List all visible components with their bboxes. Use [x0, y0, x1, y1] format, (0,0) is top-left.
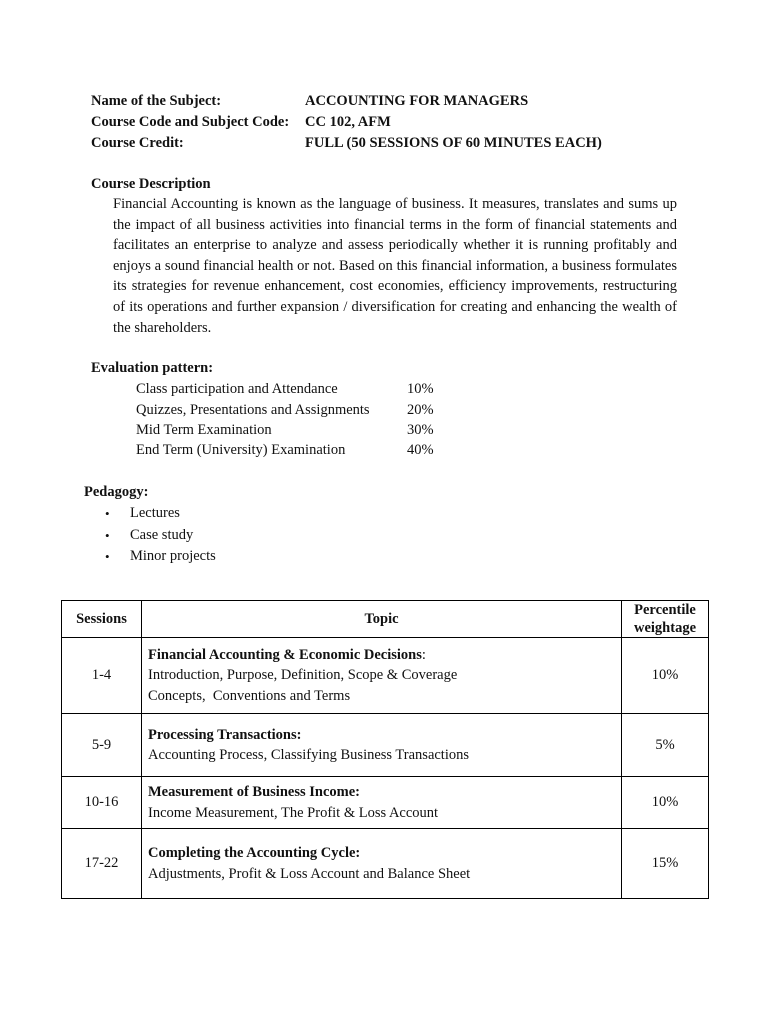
session-range: 17-22 — [62, 829, 142, 899]
topic-detail: Adjustments, Profit & Loss Account and Balance Sheet — [148, 865, 471, 882]
pedagogy-heading: Pedagogy: — [84, 484, 149, 500]
evaluation-item-name: Mid Term Examination — [136, 422, 272, 438]
topic-detail: Concepts, Conventions and Terms — [148, 687, 351, 704]
weightage-header-line: weightage — [633, 620, 696, 636]
table-row — [62, 638, 709, 714]
evaluation-heading: Evaluation pattern: — [91, 360, 214, 376]
table-header-row — [62, 601, 709, 638]
evaluation-item-name: Class participation and Attendance — [136, 381, 338, 397]
evaluation-item-weight: 20% — [407, 402, 434, 418]
session-range: 10-16 — [62, 777, 142, 829]
topic-title: Measurement of Business Income: — [148, 784, 360, 800]
course-description-heading: Course Description — [91, 176, 211, 192]
bullet-icon: • — [105, 506, 110, 521]
evaluation-item-name: Quizzes, Presentations and Assignments — [136, 402, 370, 418]
topic-detail: Income Measurement, The Profit & Loss Account — [148, 804, 439, 821]
weightage-value: 5% — [622, 714, 709, 777]
sessions-table — [61, 600, 709, 899]
evaluation-item-name: End Term (University) Examination — [136, 442, 346, 458]
pedagogy-item-label: Lectures — [130, 505, 180, 521]
evaluation-item-weight: 30% — [407, 422, 434, 438]
weightage-value: 10% — [622, 777, 709, 829]
topic-detail: Introduction, Purpose, Definition, Scope & Coverage — [148, 667, 458, 684]
session-range: 1-4 — [62, 638, 142, 714]
course-credit-label: Course Credit: — [91, 135, 184, 151]
evaluation-item-weight: 10% — [407, 381, 434, 397]
subject-label: Name of the Subject: — [91, 93, 222, 109]
bullet-icon: • — [105, 528, 110, 543]
evaluation-item-weight: 40% — [407, 442, 434, 458]
topic-cell — [142, 777, 622, 829]
weightage-value: 10% — [622, 638, 709, 714]
topic-cell — [142, 829, 622, 899]
topic-title-line — [148, 645, 621, 666]
table-row — [62, 777, 709, 829]
weightage-value: 15% — [622, 829, 709, 899]
topic-detail: Accounting Process, Classifying Business Transactions — [148, 747, 470, 763]
topic-title: Processing Transactions: — [148, 726, 302, 743]
pedagogy-item-label: Minor projects — [130, 548, 216, 564]
table-row — [62, 714, 709, 777]
weightage-header-line: Percentile — [634, 602, 696, 618]
topic-title-suffix: : — [421, 646, 426, 663]
bullet-icon: • — [105, 549, 110, 564]
pedagogy-item-label: Case study — [130, 527, 194, 543]
weightage-column-header — [622, 601, 709, 638]
course-code-value: CC 102, AFM — [305, 114, 391, 130]
topic-title: Completing the Accounting Cycle: — [148, 845, 361, 861]
topic-cell — [142, 638, 622, 714]
session-range: 5-9 — [62, 714, 142, 777]
sessions-column-header: Sessions — [62, 601, 142, 638]
table-row — [62, 829, 709, 899]
course-credit-value: FULL (50 SESSIONS OF 60 MINUTES EACH) — [305, 135, 602, 151]
subject-value: ACCOUNTING FOR MANAGERS — [305, 93, 529, 109]
topic-column-header: Topic — [142, 601, 622, 638]
topic-cell — [142, 714, 622, 777]
course-code-label: Course Code and Subject Code: — [91, 114, 290, 130]
topic-title: Financial Accounting & Economic Decisions — [148, 646, 422, 663]
course-description-text: Financial Accounting is known as the language of business. It measures, translates and sums up the impact of all business activities into financial terms in the form of financial statements and facilitates an enterprise to analyze and assess periodically whether it is running profitably and enjoys a sound financial health or not. Based on this financial information, a business formulates its strategies for revenue enhancement, cost economies, efficiency improvements, restructuring of its operations and further expansion / diversification for creating and enhancing the wealth of the shareholders. — [113, 196, 677, 336]
